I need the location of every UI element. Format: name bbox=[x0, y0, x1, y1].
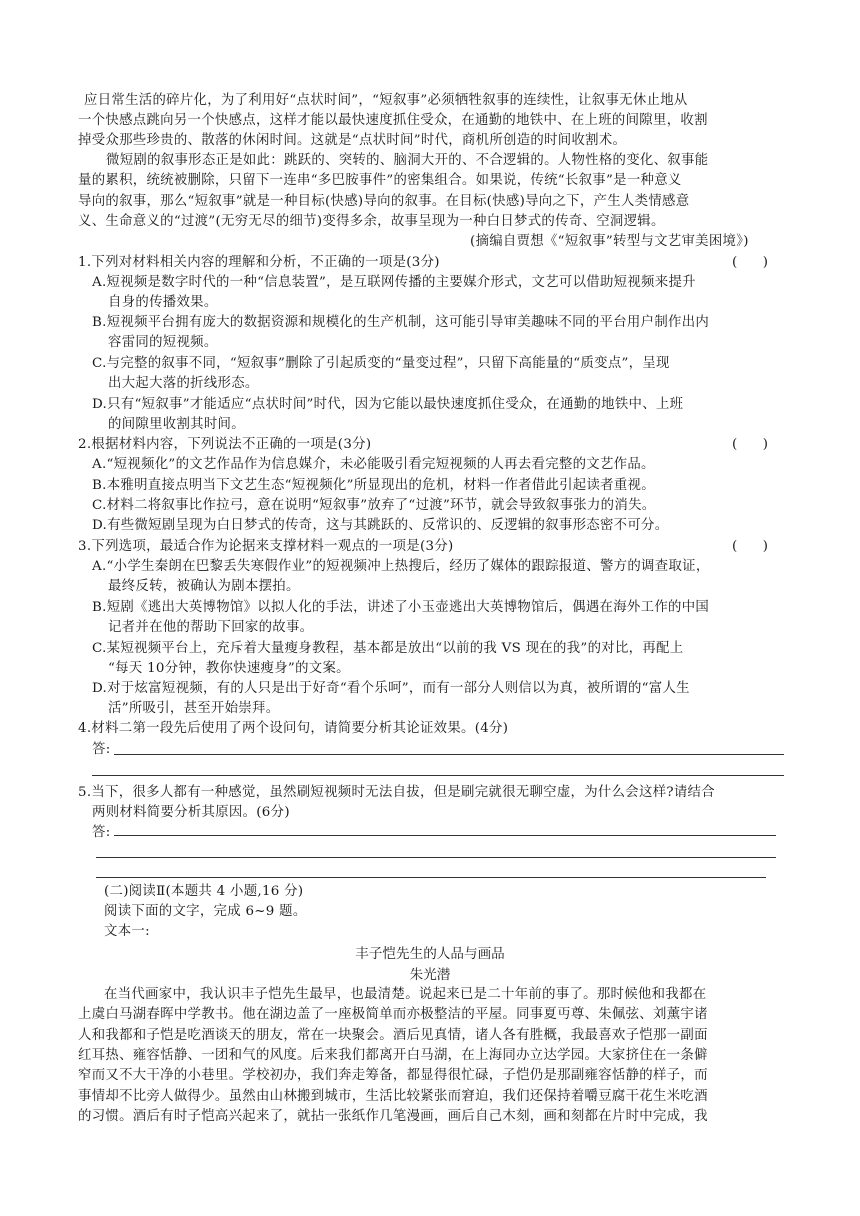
option-1d: D.只有“短叙事”才能适应“点状时间”时代，因为它能以最快速度抓住受众，在通勤的地铁中、上班 bbox=[92, 397, 684, 412]
passage-line: 义、生命意义的“过渡”(无穷无尽的细节)变得多余，故事呈现为一种白日梦式的传奇、空洞逻辑。 bbox=[78, 214, 665, 229]
passage-line: 量的累积，统统被删除，只留下一连串“多巴胺事件”的密集组合。如果说，传统“长叙事”是一种意义 bbox=[78, 173, 682, 188]
option-2a: A.“短视频化”的文艺作品作为信息媒介，未必能吸引看完短视频的人再去看完整的文艺作品。 bbox=[92, 457, 655, 472]
body-line: 的习惯。酒后有时子恺高兴起来了，就拈一张纸作几笔漫画，画后自己木刻，画和刻都在片时中完成，我 bbox=[78, 1109, 708, 1124]
option-1d-cont: 的间隙里收割其时间。 bbox=[108, 417, 245, 432]
body-line: 人和我都和子恺是吃酒谈天的朋友，常在一块聚会。酒后见真情，诸人各有胜概，我最喜欢子恺那一副面 bbox=[78, 1028, 708, 1043]
body-line: 窄而又不大干净的小巷里。学校初办，我们奔走筹备，都显得很忙碌，子恺仍是那副雍容恬静的样子，而 bbox=[78, 1068, 708, 1083]
answer-label: 答: bbox=[92, 825, 111, 840]
option-1b-cont: 容雷同的短视频。 bbox=[108, 335, 218, 350]
option-2c: C.材料二将叙事比作拉弓，意在说明“短叙事”放弃了“过渡”环节，就会导致叙事张力的消失。 bbox=[92, 498, 656, 513]
question-5-stem-cont: 两则材料简要分析其原因。(6分) bbox=[92, 805, 290, 820]
option-2d: D.有些微短剧呈现为白日梦式的传奇，这与其跳跃的、反常识的、反逻辑的叙事形态密不可分。 bbox=[92, 518, 669, 533]
option-1a-cont: 自身的传播效果。 bbox=[108, 295, 218, 310]
article-author: 朱光潜 bbox=[409, 967, 451, 983]
question-2-stem: 2.根据材料内容，下列说法不正确的一项是(3分) bbox=[78, 437, 372, 452]
answer-label: 答: bbox=[92, 742, 111, 757]
option-3c: C.某短视频平台上，充斥着大量瘦身教程，基本都是放出“以前的我 VS 现在的我”的对比，再配上 bbox=[92, 641, 684, 656]
answer-line[interactable] bbox=[92, 775, 784, 776]
body-line: 在当代画家中，我认识丰子恺先生最早，也最清楚。说起来已是二十年前的事了。那时候他和我都在 bbox=[104, 987, 707, 1002]
option-3d: D.对于炫富短视频，有的人只是出于好奇“看个乐呵”，而有一部分人则信以为真，被所谓的“富人生 bbox=[92, 681, 690, 696]
answer-line[interactable] bbox=[96, 857, 776, 858]
option-1b: B.短视频平台拥有庞大的数据资源和规模化的生产机制，这可能引导审美趣味不同的平台用户制作出内 bbox=[92, 315, 710, 330]
answer-bracket: ( ) bbox=[732, 437, 768, 452]
passage-line: 微短剧的叙事形态正是如此：跳跃的、突转的、脑洞大开的、不合逻辑的。人物性格的变化、叙事能 bbox=[106, 153, 709, 168]
passage-line: 导向的叙事，那么“短叙事”就是一种目标(快感)导向的叙事。在目标(快感)导向之下，产生人类情感意 bbox=[78, 194, 690, 209]
option-3b: B.短剧《逃出大英博物馆》以拟人化的手法，讲述了小玉壶逃出大英博物馆后，偶遇在海外工作的中国 bbox=[92, 600, 710, 615]
answer-line[interactable] bbox=[114, 754, 784, 755]
answer-line[interactable] bbox=[96, 877, 766, 878]
option-1c: C.与完整的叙事不同，“短叙事”删除了引起质变的“量变过程”，只留下高能量的“质变点”，呈现 bbox=[92, 356, 670, 371]
passage-line: 应日常生活的碎片化，为了利用好“点状时间”，“短叙事”必须牺牲叙事的连续性，让叙事无休止地从 bbox=[84, 93, 688, 108]
answer-bracket: ( ) bbox=[732, 539, 768, 554]
option-2b: B.本雅明直接点明当下文艺生态“短视频化”所显现出的危机，材料一作者借此引起读者重视。 bbox=[92, 478, 655, 493]
question-5-stem: 5.当下，很多人都有一种感觉，虽然刷短视频时无法自拔，但是刷完就很无聊空虚，为什么会这样?请结合 bbox=[78, 785, 715, 800]
option-3c-cont: “每天 10分钟，教你快速瘦身”的文案。 bbox=[108, 661, 350, 676]
option-3a-cont: 最终反转，被确认为剧本摆拍。 bbox=[108, 579, 300, 594]
option-3b-cont: 记者并在他的帮助下回家的故事。 bbox=[108, 620, 314, 635]
body-line: 事情却不比旁人做得少。虽然由山林搬到城市，生活比较紧张而窘迫，我们还保持着嚼豆腐干花生米吃酒 bbox=[78, 1089, 708, 1104]
question-1-stem: 1.下列对材料相关内容的理解和分析，不正确的一项是(3分) bbox=[78, 255, 440, 270]
option-3a: A.“小学生秦朗在巴黎丢失寒假作业”的短视频冲上热搜后，经历了媒体的跟踪报道、警方的调查取证， bbox=[92, 559, 710, 574]
option-3d-cont: 活”所吸引，甚至开始崇拜。 bbox=[108, 701, 280, 716]
option-1a: A.短视频是数字时代的一种“信息装置”，是互联网传播的主要媒介形式，文艺可以借助短视频来提升 bbox=[92, 275, 696, 290]
source-note: (摘编自贾想《“短叙事”转型与文艺审美困境》) bbox=[470, 234, 749, 249]
section-heading: (二)阅读Ⅱ(本题共 4 小题,16 分) bbox=[104, 884, 304, 899]
option-1c-cont: 出大起大落的折线形态。 bbox=[108, 376, 259, 391]
body-line: 红耳热、雍容恬静、一团和气的风度。后来我们都离开白马湖，在上海同办立达学园。大家挤住在一条僻 bbox=[78, 1048, 708, 1063]
section-instruction: 阅读下面的文字，完成 6~9 题。 bbox=[104, 904, 307, 919]
passage-line: 掉受众那些珍贵的、散落的休闲时间。这就是“点状时间”时代，商机所创造的时间收割术。 bbox=[78, 133, 627, 148]
question-3-stem: 3.下列选项，最适合作为论据来支撑材料一观点的一项是(3分) bbox=[78, 539, 454, 554]
answer-bracket: ( ) bbox=[732, 255, 768, 270]
article-title: 丰子恺先生的人品与画品 bbox=[355, 946, 505, 962]
answer-line[interactable] bbox=[114, 835, 776, 836]
passage-line: 一个快感点跳向另一个快感点，这样才能以最快速度抓住受众，在通勤的地铁中、在上班的间隙里，收割 bbox=[78, 113, 708, 128]
body-line: 上虞白马湖春晖中学教书。他在湖边盖了一座极简单而亦极整洁的平屋。同事夏丏尊、朱佩弦、刘薰宇诸 bbox=[78, 1007, 708, 1022]
question-4-stem: 4.材料二第一段先后使用了两个设问句，请简要分析其论证效果。(4分) bbox=[78, 721, 509, 736]
text-label: 文本一: bbox=[104, 924, 150, 939]
